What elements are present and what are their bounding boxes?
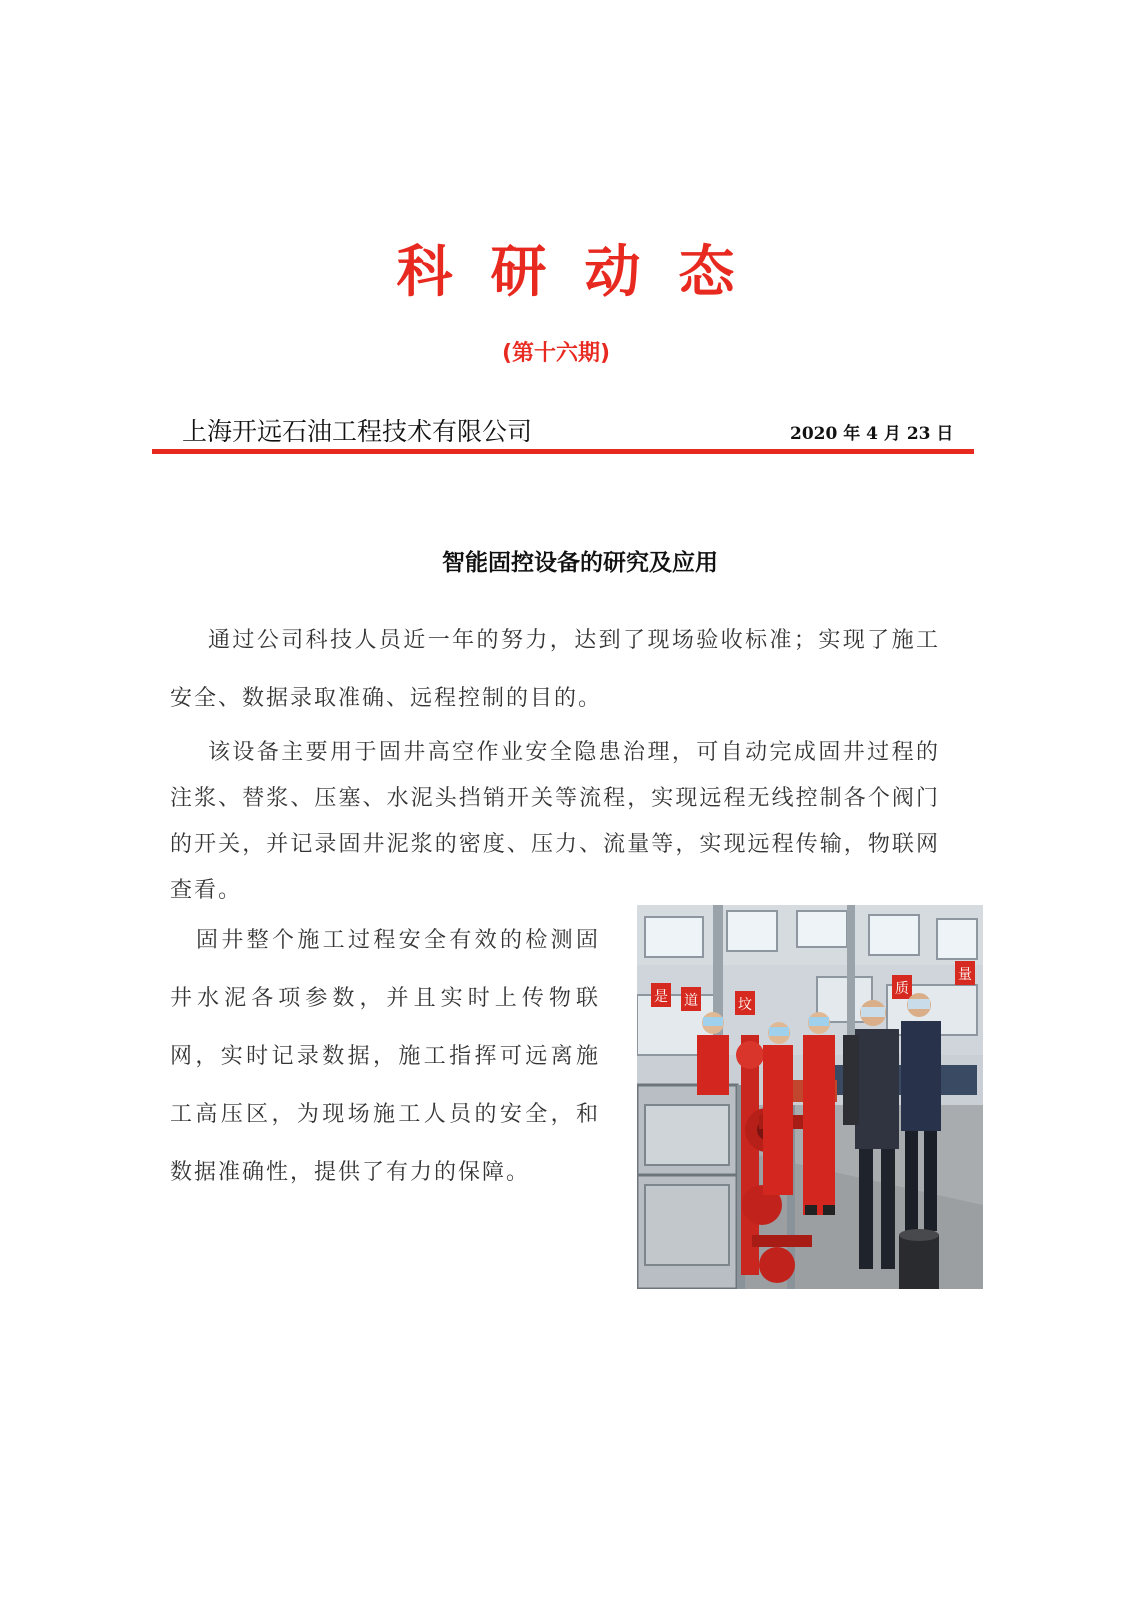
article-paragraph-1: 通过公司科技人员近一年的努力，达到了现场验收标准；实现了施工安全、数据录取准确、远程控制的目的。 bbox=[170, 628, 940, 711]
equipment-inspection-photo bbox=[637, 905, 983, 1289]
masthead-title: 科研动态 bbox=[396, 240, 773, 305]
wall-sign-1: 是 bbox=[654, 989, 668, 1005]
company-name: 上海开远石油工程技术有限公司 bbox=[182, 417, 533, 446]
wall-sign-4: 质 bbox=[895, 981, 909, 997]
wall-sign-5: 量 bbox=[958, 967, 972, 983]
wall-sign-3: 坟 bbox=[738, 997, 752, 1013]
article-paragraph-2: 该设备主要用于固井高空作业安全隐患治理，可自动完成固井过程的注浆、替浆、压塞、水泥头挡销开关等流程，实现远程无线控制各个阀门的开关，并记录固井泥浆的密度、压力、流量等，实现远程传输，物联网查看。 bbox=[170, 740, 940, 903]
issue-number: (第十六期) bbox=[501, 341, 611, 366]
header-divider bbox=[152, 449, 974, 454]
article-title: 智能固控设备的研究及应用 bbox=[442, 550, 718, 576]
issue-date: 2020 年 4 月 23 日 bbox=[790, 424, 954, 444]
wall-sign-2: 道 bbox=[684, 993, 698, 1009]
article-paragraph-3: 固井整个施工过程安全有效的检测固井水泥各项参数，并且实时上传物联网，实时记录数据，施工指挥可远离施工高压区，为现场施工人员的安全，和数据准确性，提供了有力的保障。 bbox=[170, 928, 600, 1185]
